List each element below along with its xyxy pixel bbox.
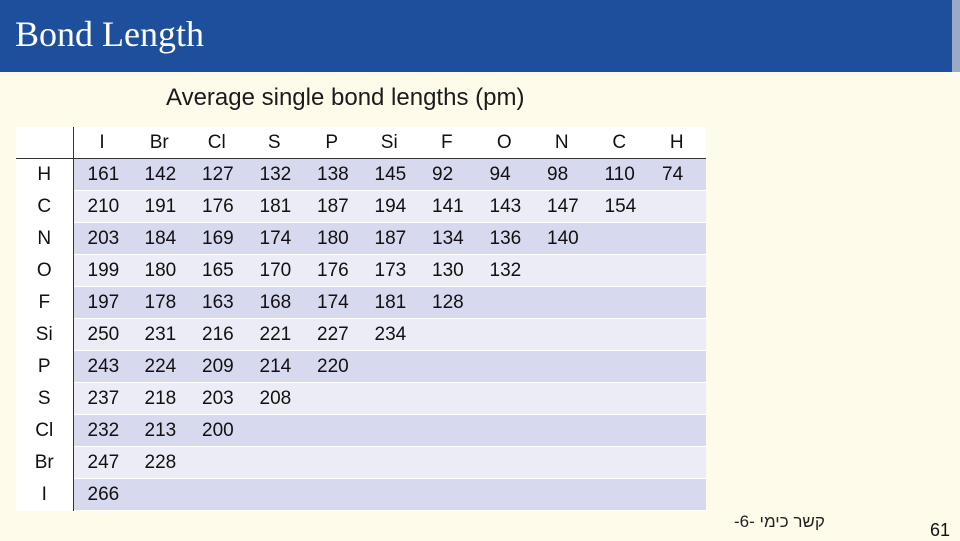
table-cell xyxy=(361,383,419,415)
table-cell: 147 xyxy=(533,191,591,223)
table-cell xyxy=(361,415,419,447)
table-cell xyxy=(188,447,246,479)
table-cell: 231 xyxy=(131,319,189,351)
column-header: N xyxy=(533,127,591,159)
table-cell: 180 xyxy=(131,255,189,287)
table-cell: 203 xyxy=(188,383,246,415)
table-cell xyxy=(648,479,706,511)
table-cell: 128 xyxy=(418,287,476,319)
table-cell: 132 xyxy=(246,159,304,191)
table-cell: 168 xyxy=(246,287,304,319)
table-cell: 213 xyxy=(131,415,189,447)
table-cell: 141 xyxy=(418,191,476,223)
table-cell xyxy=(246,479,304,511)
table-cell: 187 xyxy=(361,223,419,255)
table-cell: 145 xyxy=(361,159,419,191)
table-row xyxy=(16,255,706,287)
table-cell xyxy=(533,351,591,383)
table-cell: 170 xyxy=(246,255,304,287)
table-cell: 218 xyxy=(131,383,189,415)
table-cell xyxy=(246,415,304,447)
table-cell: 208 xyxy=(246,383,304,415)
table-row xyxy=(16,351,706,383)
table-cell xyxy=(418,351,476,383)
table-cell: 197 xyxy=(73,287,131,319)
table-cell: 140 xyxy=(533,223,591,255)
table-cell: 250 xyxy=(73,319,131,351)
table-cell: 214 xyxy=(246,351,304,383)
table-cell xyxy=(131,479,189,511)
slide-title: Bond Length xyxy=(15,14,204,54)
table-cell xyxy=(591,255,649,287)
table-cell: 187 xyxy=(303,191,361,223)
table-cell: 143 xyxy=(476,191,534,223)
table-cell xyxy=(533,415,591,447)
row-header: I xyxy=(16,479,73,511)
table-cell: 200 xyxy=(188,415,246,447)
row-header: Si xyxy=(16,319,73,351)
column-header: P xyxy=(303,127,361,159)
table-row xyxy=(16,287,706,319)
table-cell: 176 xyxy=(303,255,361,287)
table-cell: 221 xyxy=(246,319,304,351)
table-cell: 203 xyxy=(73,223,131,255)
table-cell xyxy=(533,319,591,351)
table-cell xyxy=(303,383,361,415)
table-cell xyxy=(303,447,361,479)
row-header: H xyxy=(16,159,73,191)
table-cell xyxy=(591,447,649,479)
table-cell: 161 xyxy=(73,159,131,191)
title-bar xyxy=(0,0,960,72)
row-header: C xyxy=(16,191,73,223)
table-cell xyxy=(418,383,476,415)
table-cell xyxy=(533,479,591,511)
table-body xyxy=(16,159,706,511)
table-cell xyxy=(476,287,534,319)
table-cell: 169 xyxy=(188,223,246,255)
table-row xyxy=(16,319,706,351)
table-cell: 266 xyxy=(73,479,131,511)
table-cell xyxy=(303,415,361,447)
table-cell xyxy=(591,223,649,255)
table-cell: 142 xyxy=(131,159,189,191)
table-row xyxy=(16,223,706,255)
table-cell xyxy=(648,383,706,415)
table-cell: 174 xyxy=(303,287,361,319)
table-cell xyxy=(533,383,591,415)
table-cell xyxy=(476,415,534,447)
table-cell xyxy=(648,255,706,287)
table-cell xyxy=(476,383,534,415)
title-bar-edge xyxy=(952,0,960,72)
table-cell xyxy=(648,415,706,447)
table-cell xyxy=(418,447,476,479)
table-cell xyxy=(648,191,706,223)
row-header: Cl xyxy=(16,415,73,447)
table-cell: 180 xyxy=(303,223,361,255)
table-cell xyxy=(648,319,706,351)
table-cell: 174 xyxy=(246,223,304,255)
table-cell: 98 xyxy=(533,159,591,191)
column-header: C xyxy=(591,127,649,159)
table-cell: 228 xyxy=(131,447,189,479)
row-header: S xyxy=(16,383,73,415)
table-cell: 178 xyxy=(131,287,189,319)
table-cell xyxy=(533,287,591,319)
table-cell xyxy=(591,351,649,383)
table-cell: 181 xyxy=(361,287,419,319)
table-cell: 138 xyxy=(303,159,361,191)
table-cell: 132 xyxy=(476,255,534,287)
column-header: O xyxy=(476,127,534,159)
column-header: Cl xyxy=(188,127,246,159)
table-cell: 247 xyxy=(73,447,131,479)
column-header: I xyxy=(73,127,131,159)
table-cell: 130 xyxy=(418,255,476,287)
table-cell: 110 xyxy=(591,159,649,191)
table-cell xyxy=(591,479,649,511)
table-row xyxy=(16,479,706,511)
table-cell: 134 xyxy=(418,223,476,255)
table-cell: 92 xyxy=(418,159,476,191)
table-cell xyxy=(361,479,419,511)
table-cell xyxy=(476,351,534,383)
table-cell xyxy=(361,447,419,479)
table-cell: 127 xyxy=(188,159,246,191)
table-cell xyxy=(188,479,246,511)
row-header: N xyxy=(16,223,73,255)
table-cell xyxy=(648,447,706,479)
table-cell: 243 xyxy=(73,351,131,383)
table-row xyxy=(16,383,706,415)
table-cell: 227 xyxy=(303,319,361,351)
table-cell: 237 xyxy=(73,383,131,415)
footer-hebrew-text: קשר כימי -6- xyxy=(734,512,825,531)
table-cell: 191 xyxy=(131,191,189,223)
table-cell: 199 xyxy=(73,255,131,287)
table-cell xyxy=(591,415,649,447)
table-row xyxy=(16,159,706,191)
table-cell xyxy=(591,383,649,415)
table-cell: 165 xyxy=(188,255,246,287)
table-cell: 224 xyxy=(131,351,189,383)
table-cell xyxy=(591,319,649,351)
table-row xyxy=(16,415,706,447)
table-cell xyxy=(418,319,476,351)
table-corner-cell xyxy=(16,127,73,159)
table-cell: 173 xyxy=(361,255,419,287)
table-cell xyxy=(418,415,476,447)
table-cell xyxy=(303,479,361,511)
table-cell: 210 xyxy=(73,191,131,223)
table-cell: 216 xyxy=(188,319,246,351)
table-cell: 176 xyxy=(188,191,246,223)
table-cell: 232 xyxy=(73,415,131,447)
column-header: S xyxy=(246,127,304,159)
table-cell: 209 xyxy=(188,351,246,383)
table-cell xyxy=(418,479,476,511)
table-cell xyxy=(648,223,706,255)
table-cell xyxy=(361,351,419,383)
column-header: Br xyxy=(131,127,189,159)
row-header: F xyxy=(16,287,73,319)
table-cell xyxy=(246,447,304,479)
column-header: Si xyxy=(361,127,419,159)
table-cell xyxy=(533,447,591,479)
page-number: 61 xyxy=(930,520,951,540)
column-header: H xyxy=(648,127,706,159)
row-header: P xyxy=(16,351,73,383)
table-cell xyxy=(648,351,706,383)
table-cell: 181 xyxy=(246,191,304,223)
table-row xyxy=(16,447,706,479)
table-cell: 234 xyxy=(361,319,419,351)
table-cell: 94 xyxy=(476,159,534,191)
table-cell xyxy=(533,255,591,287)
table-cell xyxy=(648,287,706,319)
row-header: O xyxy=(16,255,73,287)
table-cell: 184 xyxy=(131,223,189,255)
table-cell xyxy=(476,319,534,351)
bond-length-table xyxy=(16,127,706,511)
table-cell xyxy=(476,447,534,479)
table-header-row xyxy=(16,127,706,159)
table-cell xyxy=(476,479,534,511)
table-cell xyxy=(591,287,649,319)
table-row xyxy=(16,191,706,223)
row-header: Br xyxy=(16,447,73,479)
table-cell: 163 xyxy=(188,287,246,319)
table-cell: 194 xyxy=(361,191,419,223)
table-cell: 220 xyxy=(303,351,361,383)
table-cell: 154 xyxy=(591,191,649,223)
table-cell: 136 xyxy=(476,223,534,255)
table-cell: 74 xyxy=(648,159,706,191)
slide-subtitle: Average single bond lengths (pm) xyxy=(166,84,525,111)
column-header: F xyxy=(418,127,476,159)
